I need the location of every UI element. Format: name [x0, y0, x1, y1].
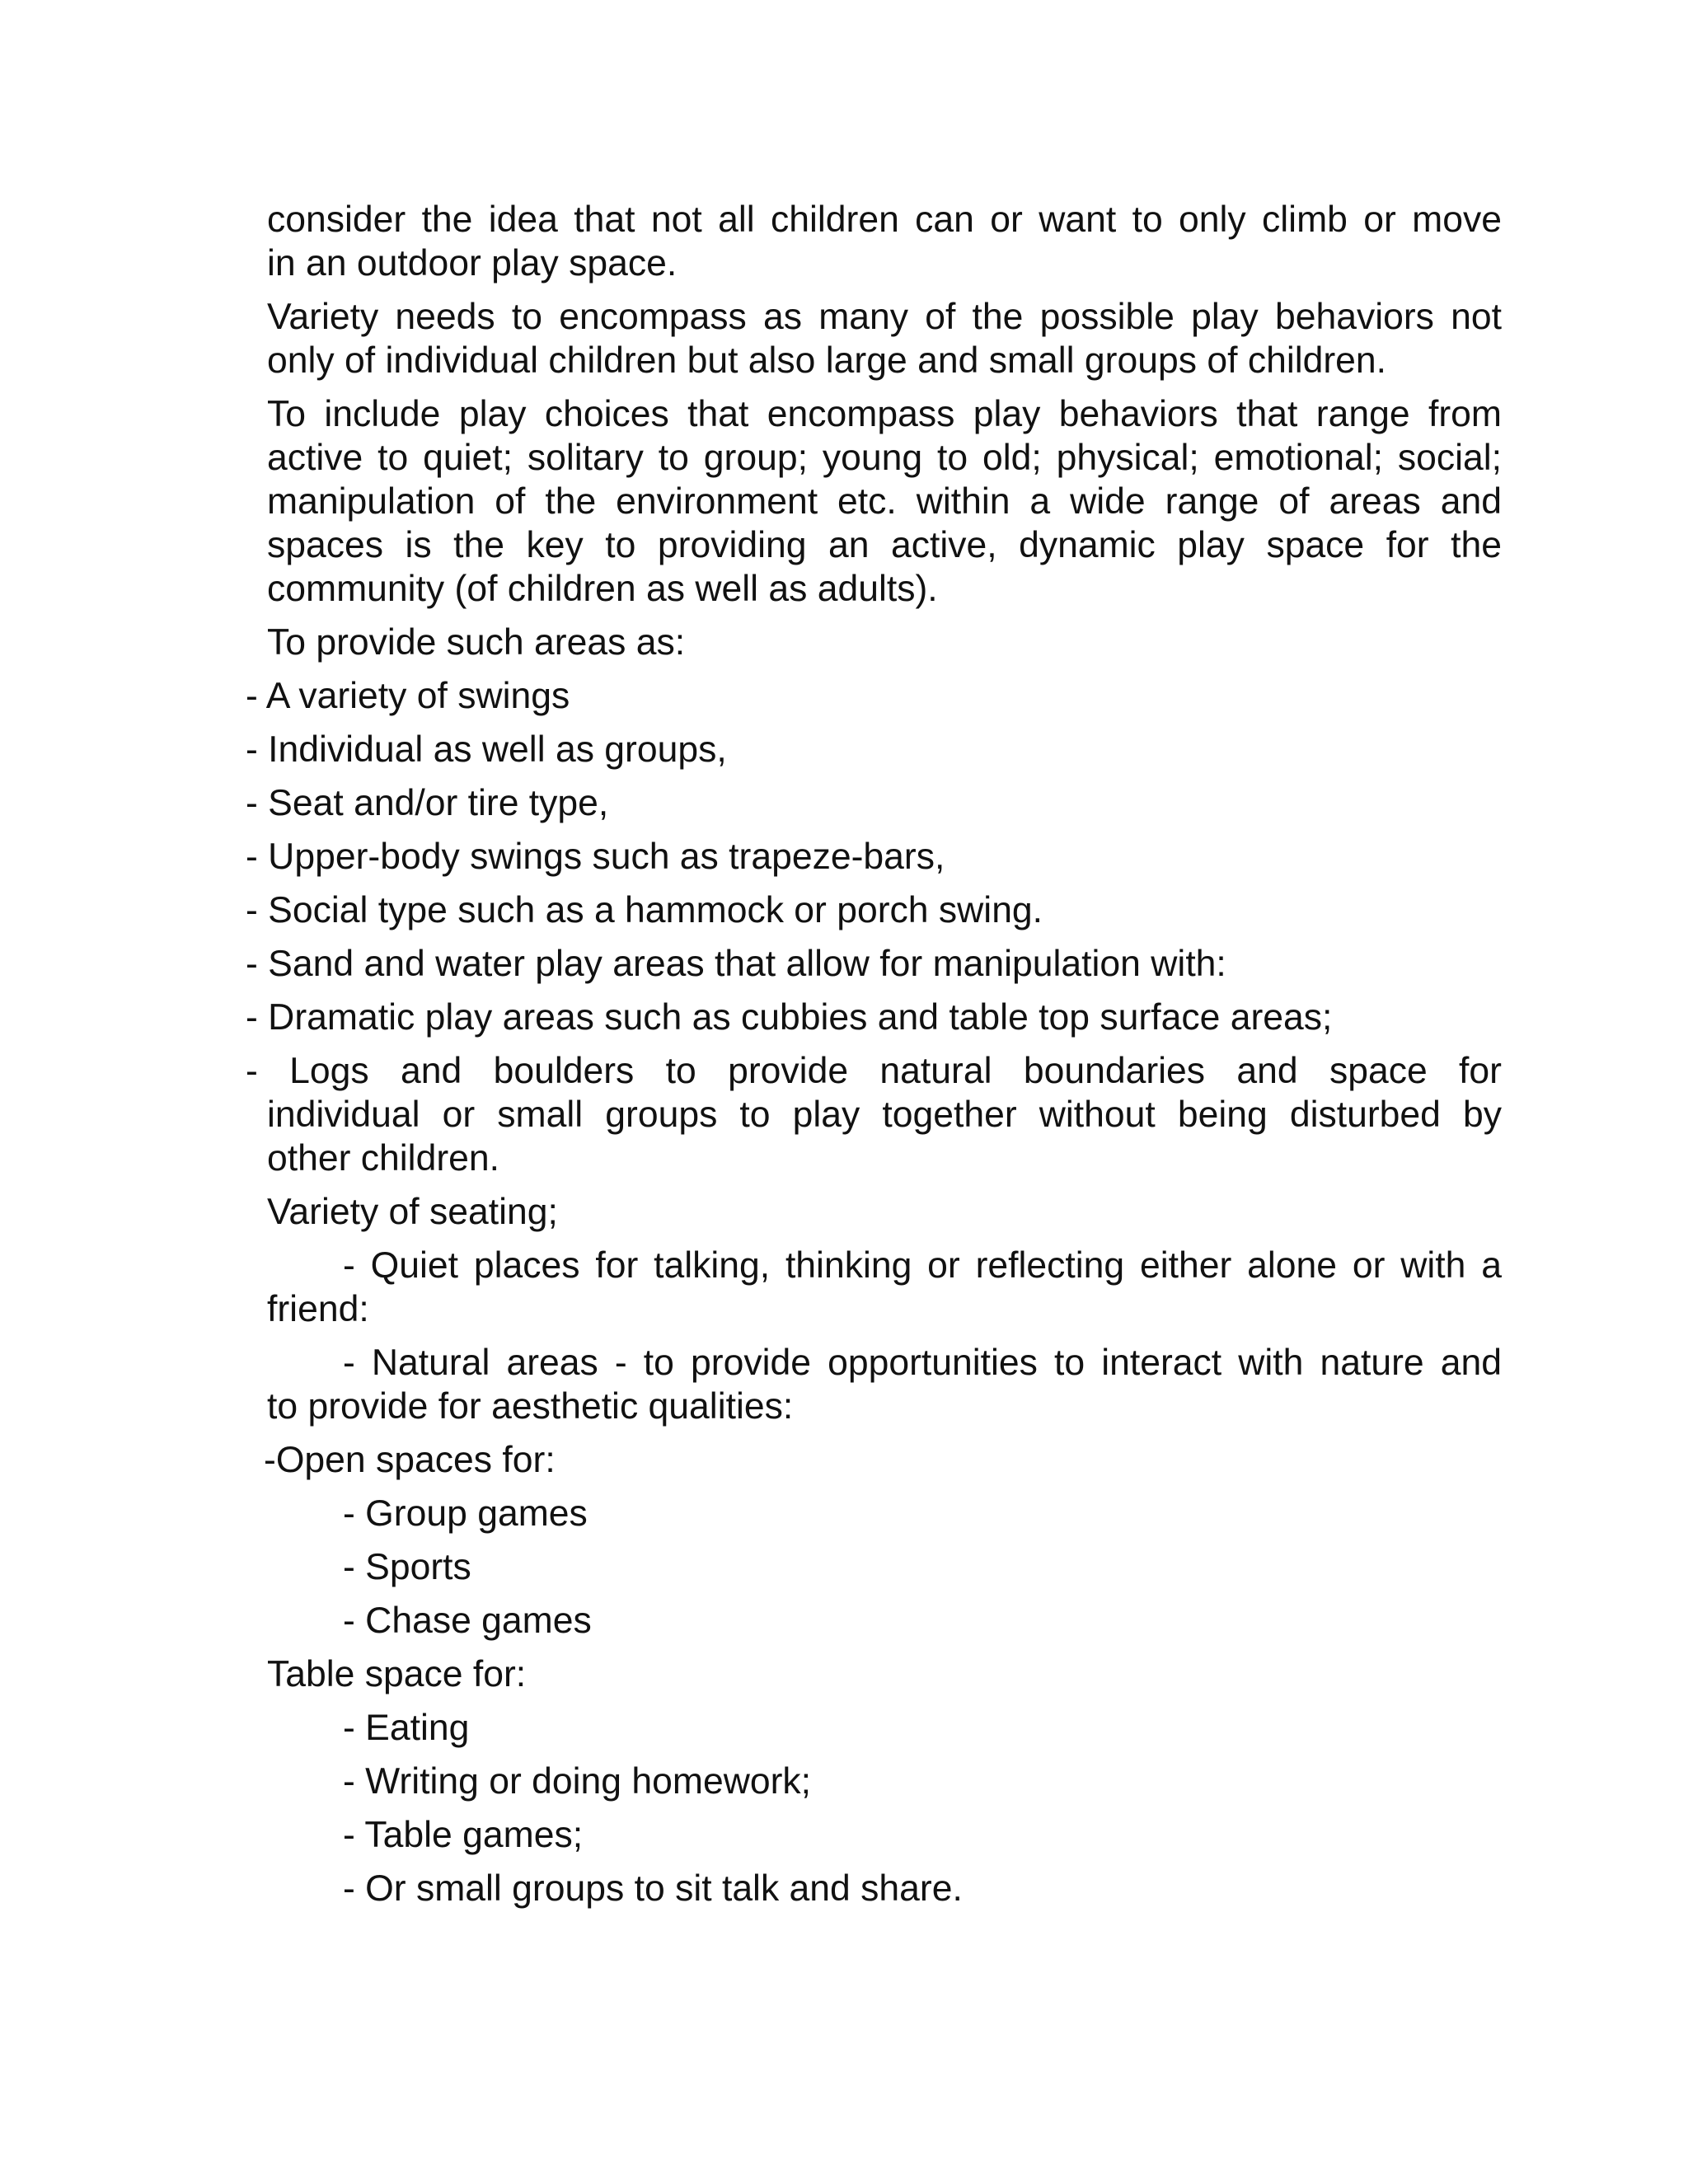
- text-line: Variety of seating;: [267, 1192, 558, 1232]
- text-line: community (of children as well as adults).: [267, 569, 938, 609]
- list-item: - Natural areas - to provide opportunities to interact with nature and: [343, 1343, 1502, 1383]
- list-item: - Chase games: [343, 1601, 592, 1641]
- list-item: - Seat and/or tire type,: [246, 783, 609, 823]
- list-item: - Or small groups to sit talk and share.: [343, 1868, 963, 1909]
- list-item: - Sports: [343, 1547, 471, 1587]
- text-line: Variety needs to encompass as many of the possible play behaviors not: [267, 297, 1502, 337]
- text-line: in an outdoor play space.: [267, 243, 678, 284]
- list-item: - Quiet places for talking, thinking or reflecting either alone or with a: [343, 1245, 1502, 1286]
- text-line: -Open spaces for:: [264, 1440, 556, 1480]
- list-item: - Upper-body swings such as trapeze-bars,: [246, 837, 945, 877]
- list-item: - Dramatic play areas such as cubbies and table top surface areas;: [246, 997, 1333, 1038]
- text-line: consider the idea that not all children can or want to only climb or move: [267, 199, 1502, 240]
- text-line: individual or small groups to play together without being disturbed by: [267, 1094, 1502, 1135]
- text-line: spaces is the key to providing an active, dynamic play space for the: [267, 525, 1502, 565]
- text-line: to provide for aesthetic qualities:: [267, 1386, 794, 1427]
- text-line: other children.: [267, 1138, 499, 1179]
- list-item: - Eating: [343, 1708, 470, 1748]
- text-line: To provide such areas as:: [267, 622, 686, 663]
- text-line: Table space for:: [267, 1654, 527, 1694]
- text-line: To include play choices that encompass play behaviors that range from: [267, 394, 1502, 434]
- text-line: active to quiet; solitary to group; young to old; physical; emotional; social;: [267, 438, 1502, 478]
- list-item: - Sand and water play areas that allow for manipulation with:: [246, 944, 1226, 984]
- text-line: manipulation of the environment etc. within a wide range of areas and: [267, 481, 1502, 522]
- list-item: - Social type such as a hammock or porch swing.: [246, 890, 1043, 930]
- list-item: - A variety of swings: [246, 676, 570, 716]
- list-item: - Individual as well as groups,: [246, 729, 727, 770]
- list-item: - Group games: [343, 1493, 588, 1534]
- text-line: only of individual children but also large and small groups of children.: [267, 340, 1387, 381]
- text-line: friend:: [267, 1289, 369, 1329]
- list-item: - Table games;: [343, 1815, 584, 1855]
- list-item: - Logs and boulders to provide natural boundaries and space for: [246, 1051, 1502, 1091]
- list-item: - Writing or doing homework;: [343, 1761, 812, 1802]
